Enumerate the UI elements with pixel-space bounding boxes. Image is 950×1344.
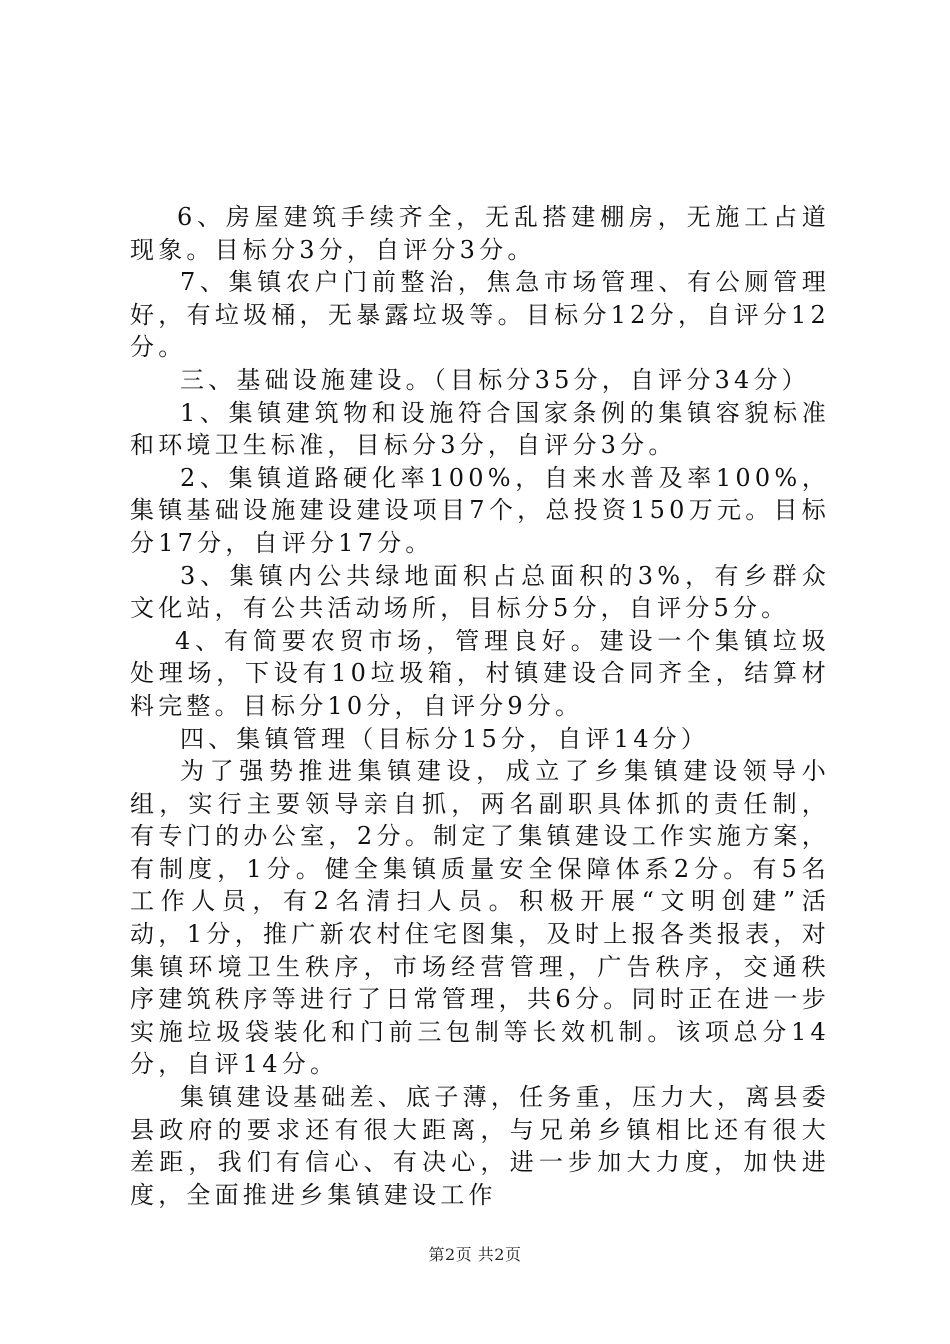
section-heading-infrastructure: 三、基础设施建设。（目标分35分，自评分34分） — [180, 365, 810, 394]
paragraph-item-7: 7、集镇农户门前整治，焦急市场管理、有公厕管理好，有垃圾桶，无暴露垃圾等。目标分12分，自评分12分。 — [130, 268, 830, 362]
document-body — [130, 201, 830, 1211]
paragraph-infrastructure-4: 4、有简要农贸市场，管理良好。建设一个集镇垃圾处理场，下设有10垃圾箱，村镇建设合同齐全，结算材料完整。目标分10分，自评分9分。 — [130, 626, 830, 720]
page-footer: 第2页 共2页 — [428, 1245, 522, 1264]
paragraph-infrastructure-2: 2、集镇道路硬化率100%，自来水普及率100%，集镇基础设施建设建设项目7个，总投资150万元。目标分17分，自评分17分。 — [130, 463, 830, 557]
section-heading-management: 四、集镇管理（目标分15分，自评14分） — [180, 724, 710, 753]
paragraph-conclusion: 集镇建设基础差、底子薄，任务重，压力大，离县委县政府的要求还有很大距离，与兄弟乡镇相比还有很大差距，我们有信心、有决心，进一步加大力度，加快进度，全面推进乡集镇建设工作 — [130, 1083, 830, 1209]
paragraph-infrastructure-3: 3、集镇内公共绿地面积占总面积的3%，有乡群众文化站，有公共活动场所，目标分5分，自评分5分。 — [130, 561, 830, 623]
paragraph-item-6: 6、房屋建筑手续齐全，无乱搭建棚房，无施工占道现象。目标分3分，自评分3分。 — [130, 203, 830, 264]
paragraph-infrastructure-1: 1、集镇建筑物和设施符合国家条例的集镇容貌标准和环境卫生标准，目标分3分，自评分3分。 — [130, 398, 830, 460]
paragraph-management-detail: 为了强势推进集镇建设，成立了乡集镇建设领导小组，实行主要领导亲自抓，两名副职具体抓的责任制，有专门的办公室，2分。制定了集镇建设工作实施方案，有制度，1分。健全集镇质量安全保障体系2分。有5名工作人员，有2名清扫人员。积极开展“文明创建”活动，1分，推广新农村住宅图集，及时上报各类报表，对集镇环境卫生秩序，市场经营管理，广告秩序，交通秩序建筑秩序等进行了日常管理，共6分。同时正在进一步实施垃圾袋装化和门前三包制等长效机制。该项总分14分，自评14分。 — [130, 757, 830, 1079]
